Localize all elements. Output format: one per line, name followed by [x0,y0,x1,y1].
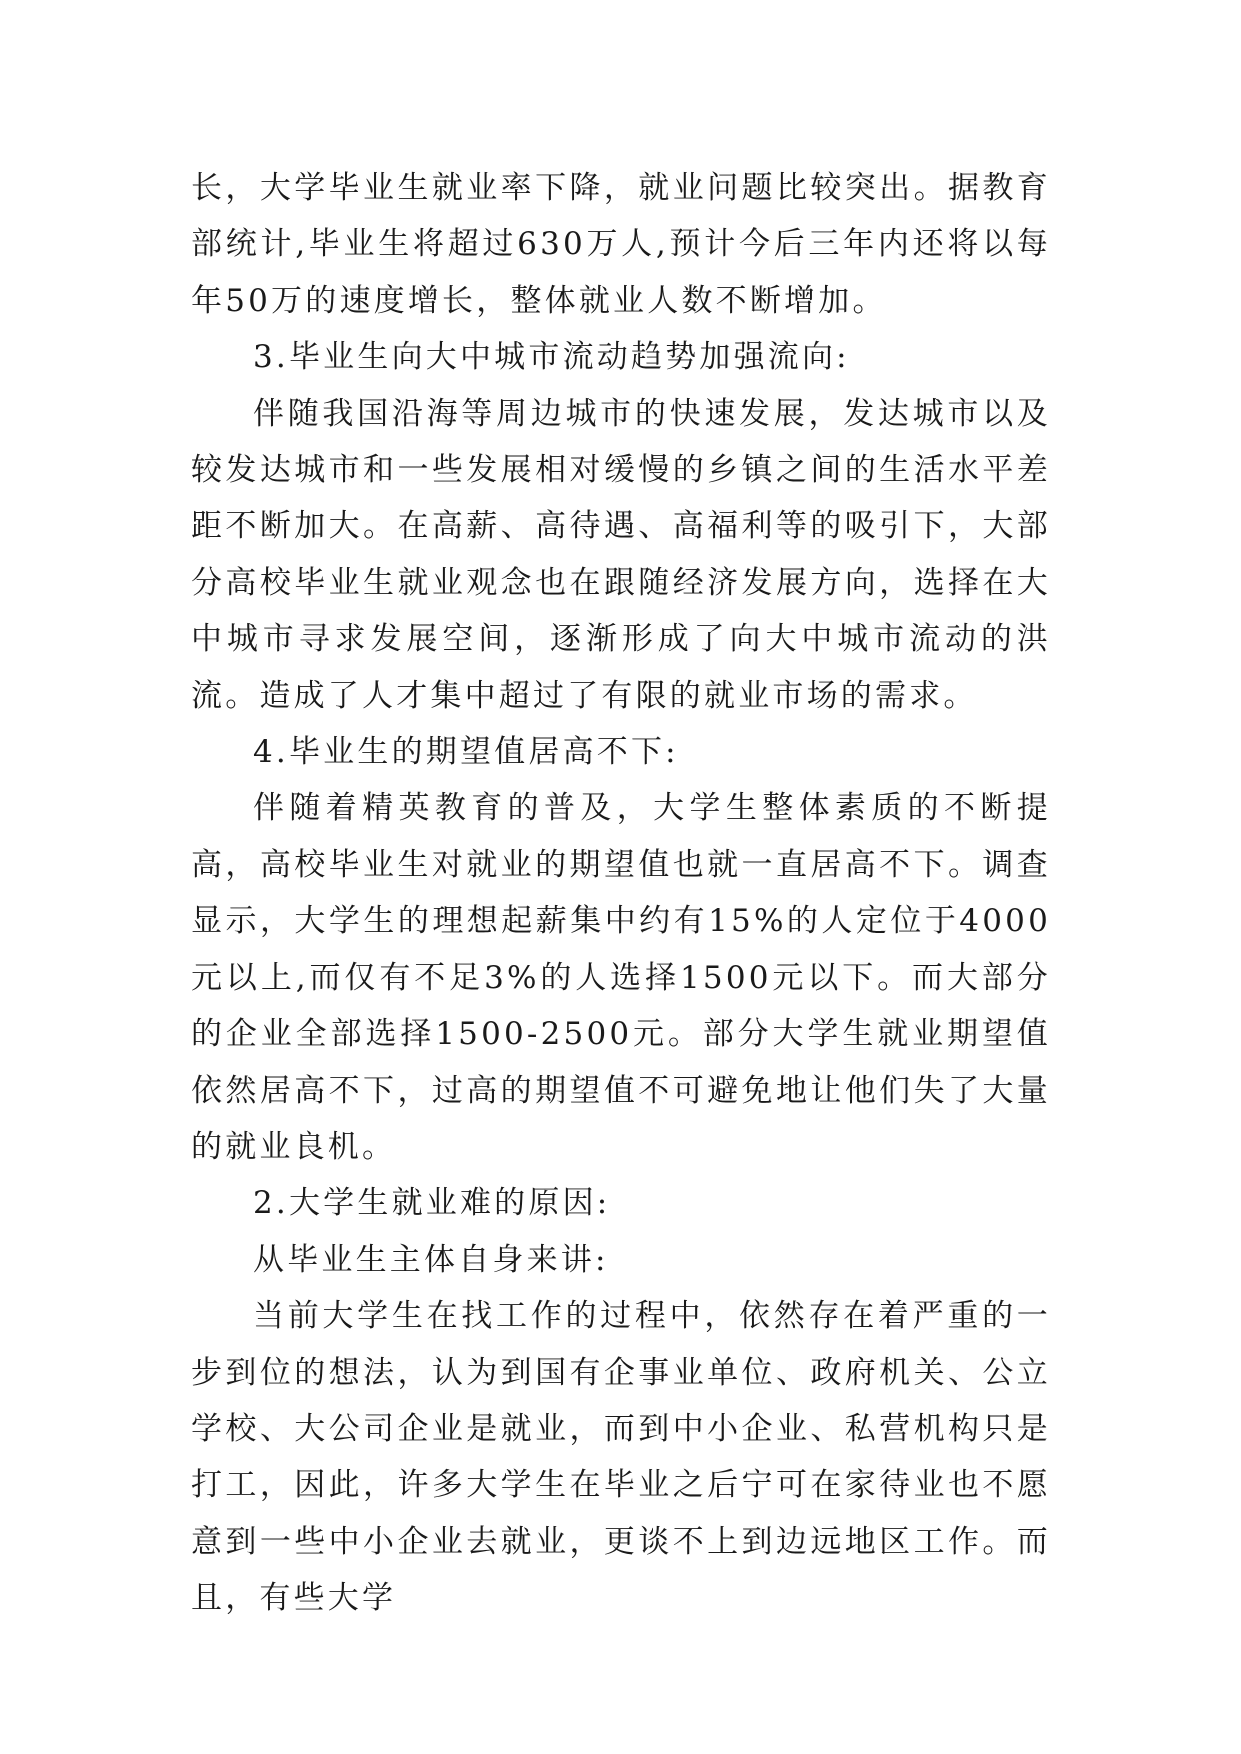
document-body [191,160,1051,1627]
heading-causes: 2.大学生就业难的原因: [253,1185,611,1222]
paragraph-city-flow: 伴随我国沿海等周边城市的快速发展，发达城市以及较发达城市和一些发展相对缓慢的乡镇之间的生活水平差距不断加大。在高薪、高待遇、高福利等的吸引下，大部分高校毕业生就业观念也在跟随经济发展方向，选择在大中城市寻求发展空间，逐渐形成了向大中城市流动的洪流。造成了人才集中超过了有限的就业市场的需求。 [191,395,1051,714]
paragraph-continuation: 长，大学毕业生就业率下降，就业问题比较突出。据教育部统计,毕业生将超过630万人,预计今后三年内还将以每年50万的速度增长，整体就业人数不断增加。 [191,170,1051,319]
subheading-graduate-self: 从毕业生主体自身来讲: [253,1241,609,1278]
heading-point-4: 4.毕业生的期望值居高不下: [253,734,679,771]
paragraph-job-mindset: 当前大学生在找工作的过程中，依然存在着严重的一步到位的想法，认为到国有企事业单位、政府机关、公立学校、大公司企业是就业，而到中小企业、私营机构只是打工，因此，许多大学生在毕业之后宁可在家待业也不愿意到一些中小企业去就业，更谈不上到边远地区工作。而且，有些大学 [191,1298,1051,1617]
paragraph-expectations: 伴随着精英教育的普及，大学生整体素质的不断提高，高校毕业生对就业的期望值也就一直居高不下。调查显示，大学生的理想起薪集中约有15%的人定位于4000元以上,而仅有不足3%的人选择1500元以下。而大部分的企业全部选择1500-2500元。部分大学生就业期望值依然居高不下，过高的期望值不可避免地让他们失了大量的就业良机。 [191,790,1051,1165]
heading-point-3: 3.毕业生向大中城市流动趋势加强流向: [253,339,850,376]
